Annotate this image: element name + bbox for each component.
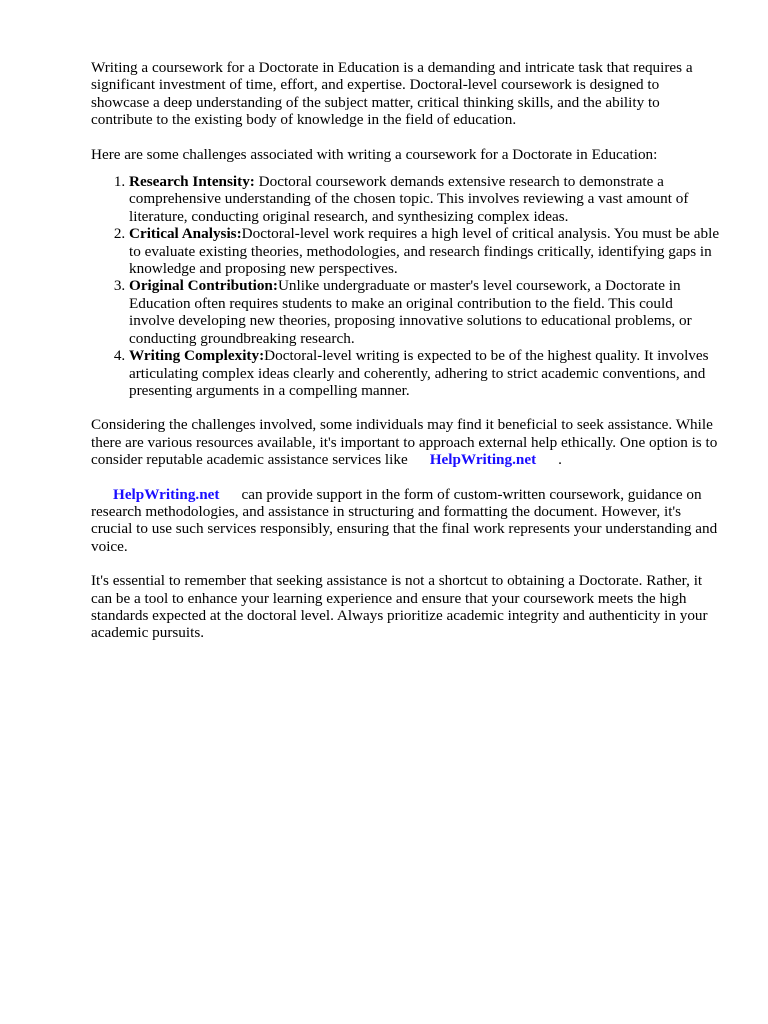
- challenges-list: [91, 173, 721, 399]
- helpwriting-link-support[interactable]: HelpWriting.net: [113, 485, 220, 503]
- support-paragraph: [91, 486, 721, 556]
- considering-text: Considering the challenges involved, some individuals may find it beneficial to seek assistance. While there are various resources available, it's important to approach external help ethically. One option is to consider reputable academic assistance services like: [91, 416, 718, 469]
- list-item-term: Writing Complexity:: [129, 347, 265, 365]
- support-text: can provide support in the form of custom-written coursework, guidance on research methodologies, and assistance in structuring and formatting the document. However, it's crucial to use such services responsibly, ensuring that the final work represents your understanding and voice.: [91, 485, 718, 555]
- intro-paragraph: Writing a coursework for a Doctorate in Education is a demanding and intricate task that requires a significant investment of time, effort, and expertise. Doctoral-level coursework is designed to showcase a deep understanding of the subject matter, critical thinking skills, and the ability to contribute to the existing body of knowledge in the field of education.: [91, 59, 693, 129]
- helpwriting-link[interactable]: HelpWriting.net: [429, 451, 537, 469]
- list-item: [129, 173, 721, 225]
- list-item-text: Doctoral-level writing is expected to be of the highest quality. It involves articulating complex ideas clearly and coherently, adhering to strict academic conventions, and presenting arguments in a compelling manner.: [129, 347, 709, 399]
- closing-paragraph: It's essential to remember that seeking assistance is not a shortcut to obtaining a Doctorate. Rather, it can be a tool to enhance your learning experience and ensure that your coursework meets the high standards expected at the doctoral level. Always prioritize academic integrity and authenticity in your academic pursuits.: [91, 572, 708, 642]
- list-item-term: Critical Analysis:: [129, 225, 242, 243]
- considering-paragraph: [91, 416, 721, 468]
- list-item-text: Doctoral-level work requires a high level of critical analysis. You must be able to evaluate existing theories, methodologies, and research findings critically, identifying gaps in knowledge and proposing new perspectives.: [129, 225, 720, 278]
- list-item-text: Doctoral coursework demands extensive research to demonstrate a comprehensive understanding of the chosen topic. This involves reviewing a vast amount of literature, conducting original research, and synthesizing complex ideas.: [129, 173, 689, 225]
- list-item-term: Research Intensity:: [129, 173, 255, 191]
- list-item: [129, 225, 721, 277]
- considering-end: .: [558, 451, 562, 469]
- list-item: [129, 277, 721, 347]
- list-item-text: Unlike undergraduate or master's level coursework, a Doctorate in Education often requires students to make an original contribution to the field. This could involve developing new theories, proposing innovative solutions to educational problems, or conducting groundbreaking research.: [129, 277, 692, 347]
- document-body: [91, 59, 721, 659]
- challenges-intro: Here are some challenges associated with writing a coursework for a Doctorate in Education:: [91, 145, 658, 163]
- list-item: [129, 347, 721, 399]
- list-item-term: Original Contribution:: [129, 277, 278, 295]
